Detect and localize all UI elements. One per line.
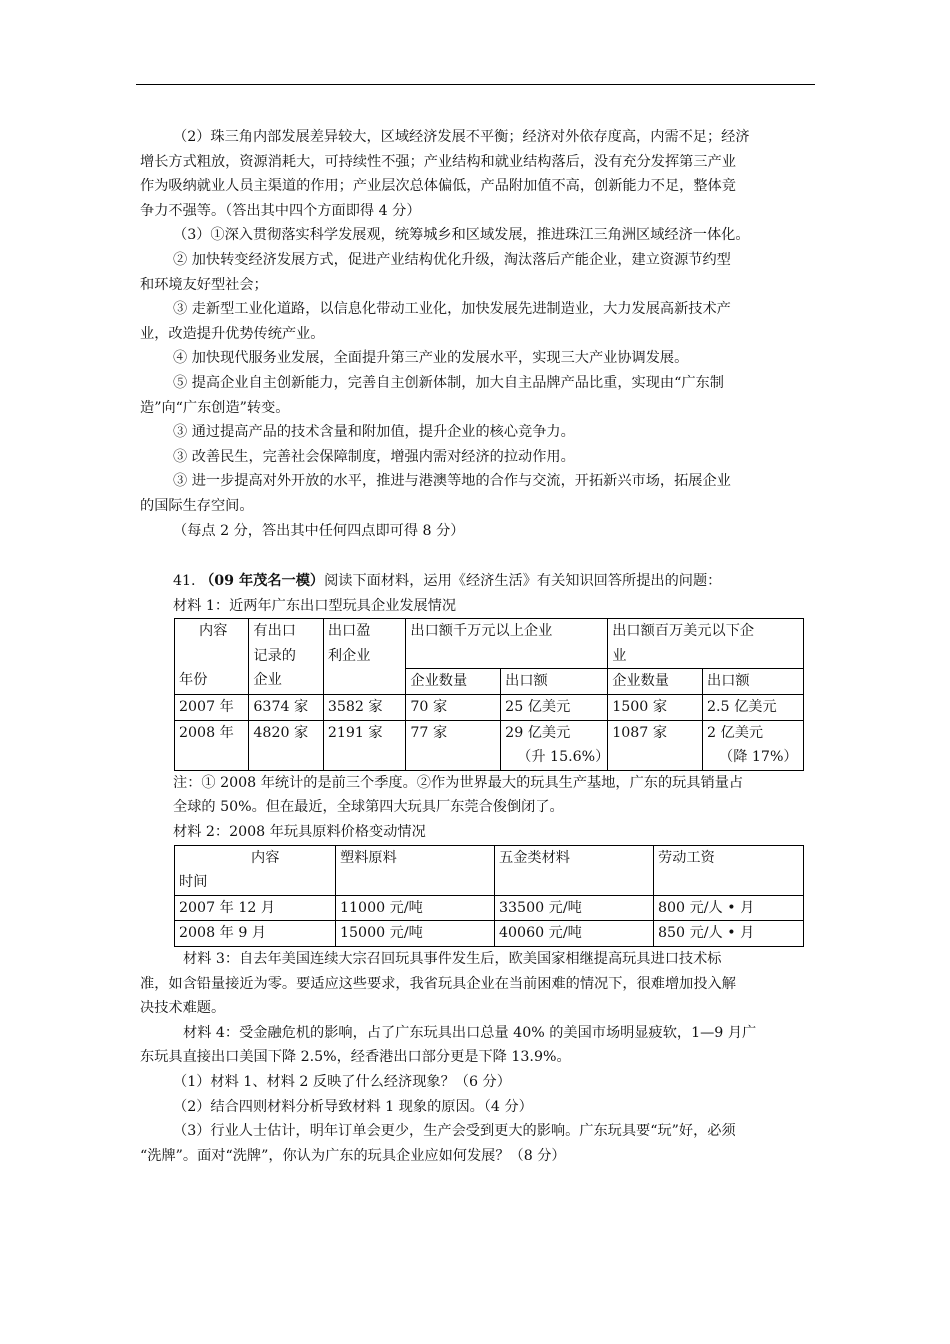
table-header-small: 出口额百万美元以下企 业 — [608, 619, 804, 669]
header-rule — [136, 84, 815, 85]
answer-2-line: 争力不强等。（答出其中四个方面即得 4 分） — [140, 202, 421, 219]
table-header-amount: 出口额 — [501, 669, 608, 695]
answer-2-line: 作为吸纳就业人员主渠道的作用；产业层次总体偏低，产品附加值不高，创新能力不足，整体竞 — [140, 178, 736, 195]
table-header-amount: 出口额 — [703, 669, 804, 695]
question-41-header — [173, 569, 815, 594]
sub-question-1: （1）材料 1、材料 2 反映了什么经济现象？（6 分） — [173, 1073, 511, 1090]
table-header-big: 出口额千万元以上企业 — [406, 619, 608, 669]
material-3: 材料 3：自去年美国连续大宗召回玩具事件发生后，欧美国家相继提高玩具进口技术标 — [183, 951, 722, 967]
sub-question-3: （3）行业人士估计，明年订单会更少，生产会受到更大的影响。广东玩具要“玩”好，必须 — [173, 1123, 736, 1140]
table-header-plastic: 塑料原料 — [336, 845, 495, 895]
table-row: 2007 年 6374 家 3582 家 70 家 25 亿美元 1500 家 2.5 亿美元 — [175, 695, 804, 721]
material-2-title: 材料 2：2008 年玩具原料价格变动情况 — [173, 824, 426, 841]
answer-3-item: ② 加快转变经济发展方式，促进产业结构优化升级，淘汰落后产能企业，建立资源节约型 — [173, 251, 731, 268]
table-header-count: 企业数量 — [406, 669, 501, 695]
sub-question-3: “洗牌”。面对“洗牌”，你认为广东的玩具企业应如何发展？（8 分） — [140, 1147, 566, 1164]
table-header-wage: 劳动工资 — [654, 845, 804, 895]
material-3: 准，如含铅量接近为零。要适应这些要求，我省玩具企业在当前困难的情况下，很难增加投入解 — [140, 975, 736, 992]
answer-3-item: （3）①深入贯彻落实科学发展观，统筹城乡和区域发展，推进珠江三角洲区域经济一体化。 — [173, 227, 750, 244]
table-header-content: 内容 年份 — [175, 619, 249, 695]
document-body — [140, 125, 815, 1168]
table-row: 2007 年 12 月 11000 元/吨 33500 元/吨 800 元/人 • 月 — [175, 895, 804, 921]
material-2-table — [174, 845, 804, 947]
material-1-table — [174, 618, 804, 771]
answer-3-item: 造”向“广东创造”转变。 — [140, 399, 290, 416]
answer-3-item: ⑤ 提高企业自主创新能力，完善自主创新体制，加大自主品牌产品比重，实现由“广东制 — [173, 374, 724, 391]
material-4: 材料 4：受金融危机的影响，占了广东玩具出口总量 40% 的美国市场明显疲软，1—9 月广 — [183, 1024, 757, 1041]
question-intro: 阅读下面材料，运用《经济生活》有关知识回答所提出的问题： — [324, 573, 722, 590]
answer-2-line: 增长方式粗放，资源消耗大，可持续性不强；产业结构和就业结构落后，没有充分发挥第三产业 — [140, 153, 736, 170]
material-1-title: 材料 1：近两年广东出口型玩具企业发展情况 — [173, 597, 457, 614]
table-header-count: 企业数量 — [608, 669, 703, 695]
answer-3-item: 的国际生存空间。 — [140, 497, 254, 514]
answer-3-item: ③ 改善民生，完善社会保障制度，增强内需对经济的拉动作用。 — [173, 448, 575, 465]
material-3: 决技术难题。 — [140, 1000, 226, 1017]
answer-3-item: 和环境友好型社会； — [140, 276, 268, 293]
answer-3-item: ③ 进一步提高对外开放的水平，推进与港澳等地的合作与交流，开拓新兴市场，拓展企业 — [173, 473, 731, 490]
table-note: 注：① 2008 年统计的是前三个季度。②作为世界最大的玩具生产基地，广东的玩具销量占 — [173, 774, 744, 791]
answer-3-item: 业，改造提升优势传统产业。 — [140, 325, 325, 342]
table-header-profit: 出口盈 利企业 — [323, 619, 406, 695]
table-header-export: 有出口 记录的 企业 — [249, 619, 323, 695]
material-4: 东玩具直接出口美国下降 2.5%，经香港出口部分更是下降 13.9%。 — [140, 1049, 571, 1066]
table-note: 全球的 50%。但在最近，全球第四大玩具厂东莞合俊倒闭了。 — [173, 799, 564, 816]
table-header-content: 内容 时间 — [175, 845, 336, 895]
answer-3-item: ③ 通过提高产品的技术含量和附加值，提升企业的核心竞争力。 — [173, 424, 575, 441]
answer-3-item: ④ 加快现代服务业发展，全面提升第三产业的发展水平，实现三大产业协调发展。 — [173, 350, 689, 367]
answer-2-line: （2）珠三角内部发展差异较大，区域经济发展不平衡；经济对外依存度高，内需不足；经济 — [173, 129, 750, 145]
table-header-metal: 五金类材料 — [495, 845, 654, 895]
table-row: 2008 年 4820 家 2191 家 77 家 29 亿美元 （升 15.6%） 1087 家 2 亿美元 （降 17%） — [175, 720, 804, 770]
score-note: （每点 2 分，答出其中任何四点即可得 8 分） — [173, 522, 465, 539]
question-source: （09 年茂名一模） — [200, 573, 325, 590]
sub-question-2: （2）结合四则材料分析导致材料 1 现象的原因。（4 分） — [173, 1098, 533, 1115]
question-number: 41. — [173, 573, 196, 590]
table-row: 2008 年 9 月 15000 元/吨 40060 元/吨 850 元/人 • 月 — [175, 921, 804, 947]
answer-3-item: ③ 走新型工业化道路，以信息化带动工业化，加快发展先进制造业，大力发展高新技术产 — [173, 301, 731, 318]
